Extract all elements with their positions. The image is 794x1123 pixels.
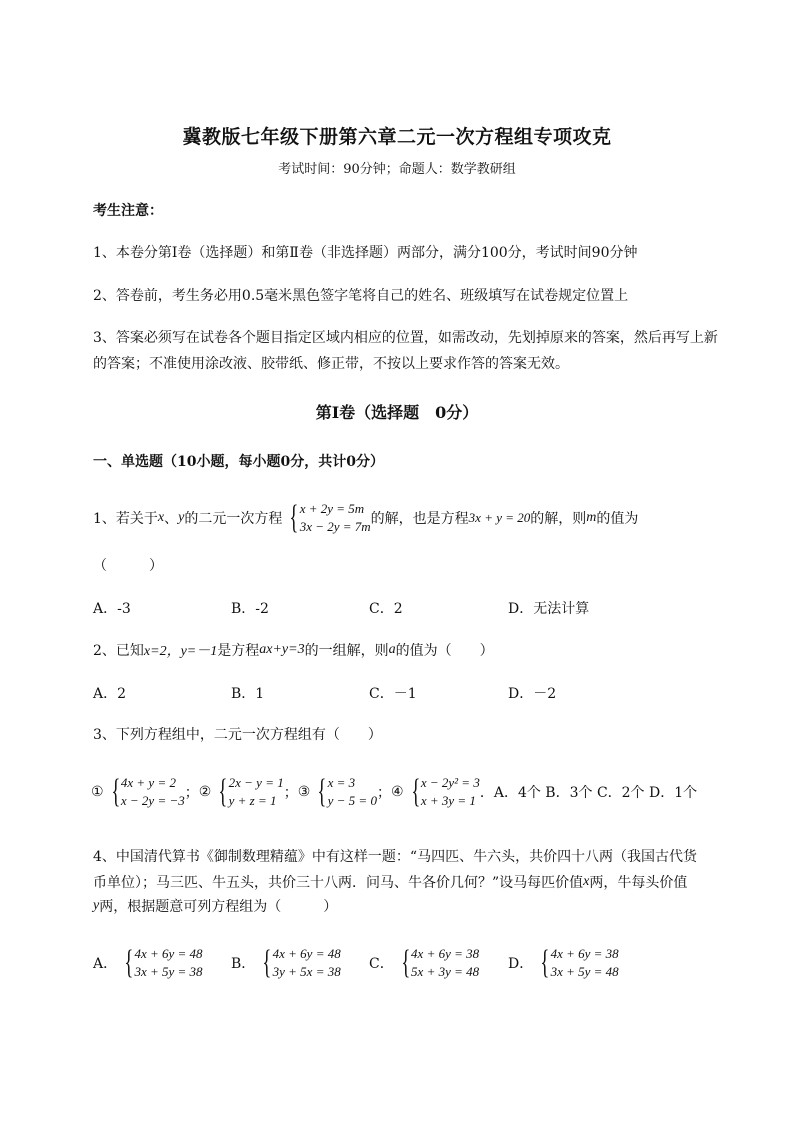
q3-semi-1: ； <box>184 785 199 801</box>
q3-s4-eq-2: x + 3y = 1 <box>420 793 476 808</box>
brace-symbol: { <box>540 944 550 981</box>
q4-option-d <box>508 945 619 981</box>
notice-heading: 考生注意： <box>93 203 163 219</box>
q2-option-b: B．1 <box>231 686 265 702</box>
q2-c: 是方程 <box>217 643 260 659</box>
brace-symbol: { <box>317 773 327 810</box>
q4-a-eq-2: 3x + 5y = 38 <box>134 964 203 979</box>
q4-var-x: x <box>583 874 590 889</box>
q3-system-1 <box>104 774 185 810</box>
question-2 <box>93 640 494 660</box>
notice-item-1: 1、本卷分第I卷（选择题）和第Ⅱ卷（非选择题）两部分，满分100分，考试时间90分钟 <box>93 245 638 261</box>
question-1 <box>93 500 638 536</box>
q4-c-eq-1: 4x + 6y = 38 <box>411 946 480 961</box>
q3-system-2 <box>211 774 283 810</box>
q4-line-2-text: 币单位）；马三匹、牛五头，共价三十八两．问马、牛各价几何？”设马每匹价值 <box>93 875 584 891</box>
q1-option-a: A．-3 <box>93 601 131 617</box>
brace-symbol: { <box>410 773 420 810</box>
q4-option-a-label: A． <box>93 956 118 972</box>
q1-eq-1: x + 2y = 5m <box>299 501 365 516</box>
q2-option-a: A．2 <box>93 686 127 702</box>
q4-b-eq-1: 4x + 6y = 48 <box>272 946 341 961</box>
q4-line-2 <box>93 872 687 892</box>
q4-var-y: y <box>93 898 100 913</box>
q3-systems-row <box>91 774 697 810</box>
q4-line-1: 4、中国清代算书《御制数理精蕴》中有这样一题：“马四匹、牛六头，共价四十八两（我国古代货 <box>93 849 698 865</box>
q4-c-eq-2: 5x + 3y = 48 <box>411 964 480 979</box>
q2-d: ax+y=3 <box>259 642 305 657</box>
brace-symbol: { <box>262 944 272 981</box>
q3-s4-eq-1: x − 2y² = 3 <box>420 775 480 790</box>
q1-prefix: 1、若关于 <box>93 511 158 527</box>
q4-a-eq-1: 4x + 6y = 48 <box>134 946 203 961</box>
q1-option-b: B．-2 <box>231 601 269 617</box>
q4-option-c <box>369 945 479 981</box>
q3-s3-eq-1: x = 3 <box>327 775 356 790</box>
brace-symbol: { <box>401 944 411 981</box>
q4-b-eq-2: 3y + 5x = 38 <box>272 964 341 979</box>
q1-system <box>282 500 370 536</box>
q3-mark-1: ① <box>91 784 104 800</box>
q2-option-c: C．－1 <box>369 686 417 702</box>
q3-semi-3: ； <box>376 785 391 801</box>
q2-f: a <box>388 642 396 657</box>
q2-b: x=2，y=－1 <box>143 644 218 659</box>
q2-a: 2、已知 <box>93 643 144 659</box>
q1-eq-3: 3x + y = 20 <box>468 510 531 525</box>
brace-symbol: { <box>289 499 299 536</box>
q1-option-d: D．无法计算 <box>508 601 590 617</box>
notice-item-3-line-1: 3、答案必须写在试卷各个题目指定区域内相应的位置，如需改动，先划掉原来的答案，然后再写上新 <box>93 330 718 346</box>
q4-option-a <box>93 945 203 981</box>
q4-line-3 <box>93 896 337 916</box>
q1-after: 的解，也是方程 <box>370 511 469 527</box>
q4-d-eq-2: 3x + 5y = 48 <box>550 964 619 979</box>
q3-system-4 <box>404 774 480 810</box>
q1-after2: 的解，则 <box>530 511 587 527</box>
question-3: 3、下列方程组中，二元一次方程组有（ ） <box>93 727 382 743</box>
q3-s1-eq-2: x − 2y = −3 <box>120 793 185 808</box>
q3-answers: ．A．4个 B．3个 C．2个 D．1个 <box>479 785 698 801</box>
q4-option-c-label: C． <box>369 956 394 972</box>
q4-d-eq-1: 4x + 6y = 38 <box>550 946 619 961</box>
q1-eq-2: 3x − 2y = 7m <box>299 519 371 534</box>
q3-mark-4: ④ <box>390 784 404 800</box>
q1-sep: 、 <box>164 511 179 527</box>
q3-s1-eq-1: 4x + y = 2 <box>120 775 176 790</box>
q3-s2-eq-1: 2x − y = 1 <box>228 775 284 790</box>
q3-mark-3: ③ <box>297 784 311 800</box>
q4-option-b <box>231 945 341 981</box>
notice-item-3-line-2: 的答案；不准使用涂改液、胶带纸、修正带，不按以上要求作答的答案无效。 <box>93 356 569 372</box>
q4-option-d-label: D． <box>508 956 534 972</box>
q3-s2-eq-2: y + z = 1 <box>228 793 277 808</box>
section-title: 第I卷（选择题 0分） <box>315 403 479 422</box>
q1-var-y: y <box>178 510 185 525</box>
q2-g: 的值为（ ） <box>395 643 494 659</box>
q1-end: 的值为 <box>596 511 639 527</box>
q1-option-c: C．2 <box>369 601 403 617</box>
brace-symbol: { <box>218 773 228 810</box>
q1-var-m: m <box>586 510 597 525</box>
q3-mark-2: ② <box>198 784 212 800</box>
q3-s3-eq-2: y − 5 = 0 <box>327 793 377 808</box>
q1-var-x: x <box>157 510 165 525</box>
q4-line-2b: 两，牛每头价值 <box>589 875 688 891</box>
q2-e: 的一组解，则 <box>304 643 389 659</box>
exam-info: 考试时间：90分钟；命题人：数学教研组 <box>278 162 516 177</box>
q4-option-b-label: B． <box>231 956 256 972</box>
q4-line-3-text: 两，根据题意可列方程组为（ ） <box>99 899 338 915</box>
brace-symbol: { <box>124 944 134 981</box>
q3-system-3 <box>310 774 377 810</box>
brace-symbol: { <box>110 773 120 810</box>
page-title: 冀教版七年级下册第六章二元一次方程组专项攻克 <box>182 126 612 148</box>
q3-semi-2: ； <box>283 785 298 801</box>
q1-mid: 的二元一次方程 <box>184 511 283 527</box>
notice-item-2: 2、答卷前，考生务必用0.5毫米黑色签字笔将自己的姓名、班级填写在试卷规定位置上 <box>93 288 629 304</box>
q2-option-d: D．－2 <box>508 686 557 702</box>
q1-paren: （ ） <box>93 558 163 574</box>
part-title: 一、单选题（10小题，每小题0分，共计0分） <box>93 454 384 470</box>
